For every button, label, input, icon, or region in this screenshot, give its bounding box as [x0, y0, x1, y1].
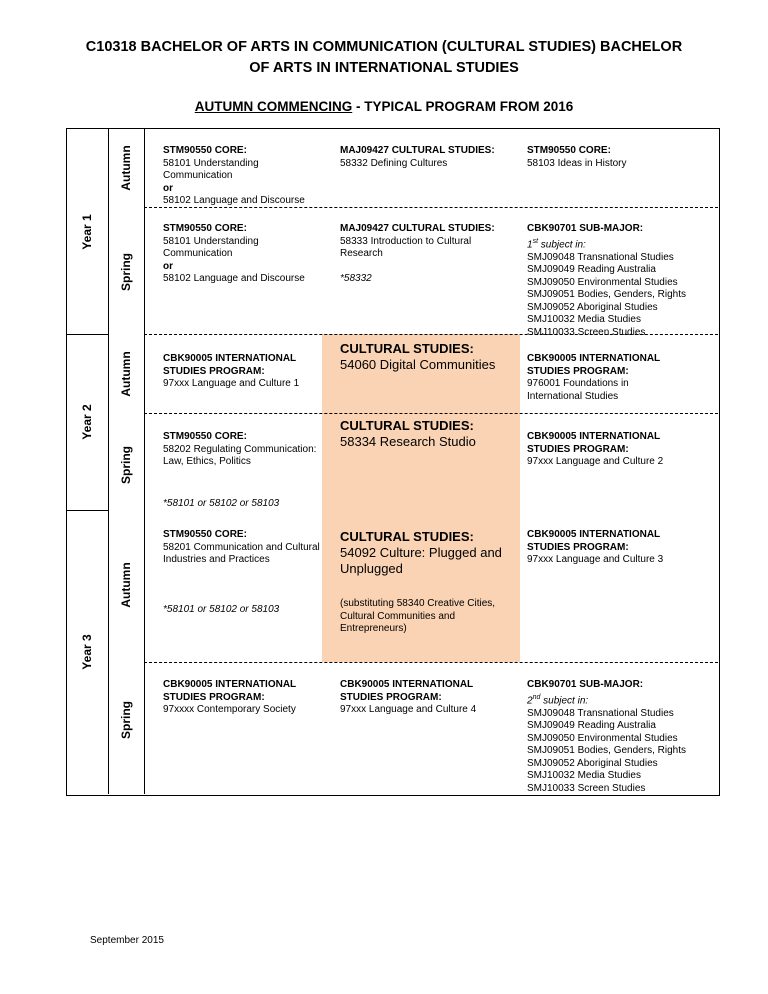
course-heading: CBK90701 SUB-MAJOR:: [527, 223, 644, 234]
substitution-line: Cultural Communities and: [340, 610, 456, 622]
course-line: 97xxxx Contemporary Society: [163, 704, 296, 716]
course-line: Research: [340, 248, 383, 260]
y1-autumn-col3: [527, 145, 707, 170]
year-separator-1: [66, 334, 108, 336]
sub-major-item: SMJ09051 Bodies, Genders, Rights: [527, 289, 686, 301]
sub-major-item: SMJ10033 Screen Studies: [527, 783, 646, 795]
y2-spring-col2: [340, 418, 520, 450]
y1-spring-label: Spring: [119, 253, 133, 291]
y2-autumn-col1: [163, 353, 343, 391]
y3-autumn-label: Autumn: [119, 562, 133, 608]
ordinal-rest: subject in:: [540, 694, 589, 706]
subject-ordinal: [527, 692, 707, 708]
footer-date: September 2015: [90, 935, 164, 946]
y1-autumn-col2: [340, 145, 520, 170]
y2-spring-col3: [527, 431, 707, 469]
course-heading: CBK90701 SUB-MAJOR:: [527, 679, 644, 690]
course-heading: CBK90005 INTERNATIONAL: [163, 679, 297, 690]
ordinal-number: 2: [527, 694, 533, 706]
course-heading: STUDIES PROGRAM:: [340, 691, 442, 703]
subtitle-rest: - TYPICAL PROGRAM FROM 2016: [352, 99, 574, 114]
y1-spring-col3: [527, 223, 707, 340]
y3-autumn-col1: [163, 529, 343, 567]
y3-spring-col1: [163, 679, 343, 717]
page-title: [0, 37, 768, 79]
course-heading: CBK90005 INTERNATIONAL: [340, 679, 474, 690]
course-heading: STM90550 CORE:: [163, 223, 247, 234]
year-1-label: Year 1: [80, 214, 94, 250]
course-heading: STM90550 CORE:: [163, 145, 247, 156]
y2-autumn-col3: [527, 353, 707, 403]
course-heading: CULTURAL STUDIES:: [340, 529, 474, 544]
ordinal-suffix: st: [532, 237, 539, 245]
course-line: 97xxx Language and Culture 3: [527, 554, 664, 566]
sub-major-item: SMJ10033 Screen Studies: [527, 327, 646, 339]
row-divider-3: [144, 413, 718, 414]
course-heading: MAJ09427 CULTURAL STUDIES:: [340, 145, 495, 156]
year-3-label: Year 3: [80, 634, 94, 670]
course-heading: STM90550 CORE:: [163, 431, 247, 442]
course-line: 58101 Understanding: [163, 235, 259, 247]
course-heading: MAJ09427 CULTURAL STUDIES:: [340, 223, 495, 234]
sub-major-item: SMJ09052 Aboriginal Studies: [527, 301, 658, 313]
y2-autumn-label: Autumn: [119, 351, 133, 397]
course-heading: CULTURAL STUDIES:: [340, 341, 474, 356]
course-line: Law, Ethics, Politics: [163, 456, 251, 468]
y1-autumn-label: Autumn: [119, 145, 133, 191]
sub-major-item: SMJ10032 Media Studies: [527, 770, 641, 782]
ordinal-suffix: nd: [532, 693, 541, 701]
course-line: International Studies: [527, 390, 619, 402]
course-line: 97xxx Language and Culture 2: [527, 456, 664, 468]
course-line: 58202 Regulating Communication:: [163, 443, 317, 455]
title-line-2: OF ARTS IN INTERNATIONAL STUDIES: [249, 60, 519, 76]
y3-spring-col3: [527, 679, 707, 796]
year-column-divider: [108, 128, 109, 794]
course-heading: CBK90005 INTERNATIONAL: [527, 529, 661, 540]
y2-spring-label: Spring: [119, 446, 133, 484]
course-heading: CULTURAL STUDIES:: [340, 418, 474, 433]
course-line: 58102 Language and Discourse: [163, 195, 305, 207]
course-heading: STUDIES PROGRAM:: [527, 443, 629, 455]
course-line: 58103 Ideas in History: [527, 157, 627, 169]
course-heading: STUDIES PROGRAM:: [163, 365, 265, 377]
subject-ordinal: [527, 236, 707, 252]
y1-autumn-col1: [163, 145, 343, 208]
course-heading: STUDIES PROGRAM:: [527, 365, 629, 377]
y2-autumn-col2: [340, 341, 520, 373]
y3-spring-col2: [340, 679, 520, 717]
y3-autumn-col3: [527, 529, 707, 567]
sub-major-item: SMJ09048 Transnational Studies: [527, 707, 674, 719]
course-line: 58332 Defining Cultures: [340, 157, 448, 169]
year-2-label: Year 2: [80, 404, 94, 440]
sub-major-item: SMJ10032 Media Studies: [527, 314, 641, 326]
course-heading: CBK90005 INTERNATIONAL: [527, 431, 661, 442]
ordinal-number: 1: [527, 238, 533, 250]
course-heading: STUDIES PROGRAM:: [527, 541, 629, 553]
course-heading: STM90550 CORE:: [527, 145, 611, 156]
or-text: or: [163, 260, 173, 272]
course-line: Communication: [163, 170, 233, 182]
course-line: 58333 Introduction to Cultural: [340, 235, 472, 247]
course-line: Unplugged: [340, 561, 403, 576]
sub-major-item: SMJ09048 Transnational Studies: [527, 251, 674, 263]
y3-autumn-col2: [340, 529, 516, 577]
course-heading: STM90550 CORE:: [163, 529, 247, 540]
course-heading: CBK90005 INTERNATIONAL: [527, 353, 661, 364]
prerequisite-note: *58332: [340, 272, 372, 284]
course-line: Industries and Practices: [163, 554, 270, 566]
ordinal-rest: subject in:: [538, 238, 586, 250]
sub-major-item: SMJ09050 Environmental Studies: [527, 276, 678, 288]
y1-spring-col1: [163, 223, 343, 286]
row-divider-4: [144, 662, 718, 663]
semester-column-divider: [144, 128, 145, 794]
subtitle-underlined: AUTUMN COMMENCING: [194, 99, 353, 114]
course-line: 54092 Culture: Plugged and: [340, 545, 502, 560]
course-line: Communication: [163, 248, 233, 260]
sub-major-item: SMJ09049 Reading Australia: [527, 720, 656, 732]
course-line: 54060 Digital Communities: [340, 357, 496, 372]
course-line: 97xxx Language and Culture 4: [340, 704, 477, 716]
course-line: 976001 Foundations in: [527, 378, 629, 390]
y2-spring-prerequisite-note: *58101 or 58102 or 58103: [163, 498, 280, 509]
y3-autumn-substitution: [340, 598, 520, 636]
course-heading: STUDIES PROGRAM:: [163, 691, 265, 703]
y2-spring-col1: [163, 431, 343, 469]
or-text: or: [163, 182, 173, 194]
sub-major-item: SMJ09050 Environmental Studies: [527, 732, 678, 744]
year-separator-2: [66, 510, 108, 512]
substitution-line: (substituting 58340 Creative Cities,: [340, 598, 496, 609]
course-heading: CBK90005 INTERNATIONAL: [163, 353, 297, 364]
course-line: 58334 Research Studio: [340, 434, 476, 449]
course-line: 58201 Communication and Cultural: [163, 541, 320, 553]
course-line: 58102 Language and Discourse: [163, 273, 305, 285]
page-subtitle: [0, 99, 768, 114]
title-line-1: C10318 BACHELOR OF ARTS IN COMMUNICATION (CULTURAL STUDIES) BACHELOR: [85, 39, 683, 55]
course-line: 58101 Understanding: [163, 157, 259, 169]
substitution-line: Entrepreneurs): [340, 623, 407, 635]
sub-major-item: SMJ09052 Aboriginal Studies: [527, 757, 658, 769]
course-line: 97xxx Language and Culture 1: [163, 378, 300, 390]
sub-major-item: SMJ09049 Reading Australia: [527, 264, 656, 276]
y3-spring-label: Spring: [119, 701, 133, 739]
y1-spring-col2: [340, 223, 520, 285]
sub-major-item: SMJ09051 Bodies, Genders, Rights: [527, 745, 686, 757]
y3-autumn-prerequisite-note: *58101 or 58102 or 58103: [163, 604, 280, 615]
